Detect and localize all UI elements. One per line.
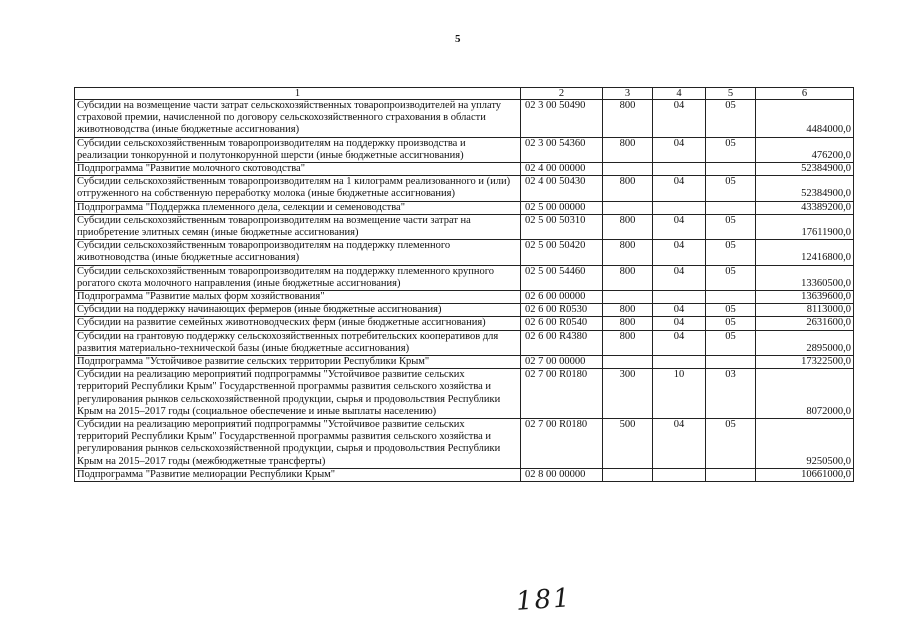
table-row <box>75 291 854 304</box>
row-col3-cell: 800 <box>603 240 653 265</box>
row-col3-cell: 500 <box>603 419 653 469</box>
row-col4-cell: 04 <box>653 240 706 265</box>
row-col3-cell <box>603 468 653 481</box>
column-header: 4 <box>653 88 706 100</box>
row-col3-cell: 800 <box>603 214 653 239</box>
table-row <box>75 330 854 355</box>
row-col4-cell: 04 <box>653 304 706 317</box>
table-row <box>75 137 854 162</box>
table-row <box>75 201 854 214</box>
row-amount-cell: 8113000,0 <box>756 304 854 317</box>
row-amount-cell: 2895000,0 <box>756 330 854 355</box>
row-amount-cell: 10661000,0 <box>756 468 854 481</box>
row-col4-cell <box>653 468 706 481</box>
row-name-cell: Субсидии на грантовую поддержку сельскохозяйственных потребительских кооперативов для развития материально-технической базы (иные бюджетные ассигнования) <box>75 330 521 355</box>
row-col3-cell: 800 <box>603 330 653 355</box>
row-amount-cell: 9250500,0 <box>756 419 854 469</box>
row-amount-cell: 43389200,0 <box>756 201 854 214</box>
row-col3-cell <box>603 201 653 214</box>
row-name-cell: Субсидии на реализацию мероприятий подпрограммы "Устойчивое развитие сельских территорий Республики Крым" Государственной программы развития сельского хозяйства и регулирования рынков сельскохозяйственной продукции, сырья и продовольствия Республики Крым на 2015–2017 годы (межбюджетные трансферты) <box>75 419 521 469</box>
table-row <box>75 214 854 239</box>
row-code-cell: 02 5 00 50310 <box>521 214 603 239</box>
row-col4-cell <box>653 291 706 304</box>
row-amount-cell: 476200,0 <box>756 137 854 162</box>
row-name-cell: Субсидии на поддержку начинающих фермеров (иные бюджетные ассигнования) <box>75 304 521 317</box>
row-amount-cell: 8072000,0 <box>756 369 854 419</box>
row-name-cell: Подпрограмма "Поддержка племенного дела, селекции и семеноводства" <box>75 201 521 214</box>
row-col3-cell: 800 <box>603 304 653 317</box>
row-col5-cell <box>706 291 756 304</box>
table-row <box>75 369 854 419</box>
row-col3-cell: 800 <box>603 176 653 201</box>
row-col3-cell: 800 <box>603 100 653 138</box>
row-col5-cell <box>706 356 756 369</box>
row-code-cell: 02 6 00 R0540 <box>521 317 603 330</box>
row-col3-cell: 800 <box>603 265 653 290</box>
row-col4-cell: 04 <box>653 100 706 138</box>
row-amount-cell: 52384900,0 <box>756 176 854 201</box>
column-header: 6 <box>756 88 854 100</box>
table-row <box>75 304 854 317</box>
table-row <box>75 317 854 330</box>
row-col4-cell <box>653 201 706 214</box>
row-amount-cell: 52384900,0 <box>756 163 854 176</box>
row-amount-cell: 17322500,0 <box>756 356 854 369</box>
row-col5-cell <box>706 163 756 176</box>
table-row <box>75 240 854 265</box>
row-name-cell: Подпрограмма "Устойчивое развитие сельских территории Республики Крым" <box>75 356 521 369</box>
table-row <box>75 265 854 290</box>
column-header: 5 <box>706 88 756 100</box>
row-col5-cell: 05 <box>706 240 756 265</box>
row-amount-cell: 17611900,0 <box>756 214 854 239</box>
row-code-cell: 02 4 00 50430 <box>521 176 603 201</box>
row-code-cell: 02 7 00 00000 <box>521 356 603 369</box>
row-col5-cell: 05 <box>706 100 756 138</box>
row-amount-cell: 4484000,0 <box>756 100 854 138</box>
row-amount-cell: 2631600,0 <box>756 317 854 330</box>
row-code-cell: 02 7 00 R0180 <box>521 369 603 419</box>
row-col3-cell <box>603 163 653 176</box>
row-col5-cell: 03 <box>706 369 756 419</box>
handwritten-page-mark: 181 <box>515 583 573 617</box>
row-col3-cell: 800 <box>603 137 653 162</box>
column-header: 1 <box>75 88 521 100</box>
row-name-cell: Субсидии на развитие семейных животноводческих ферм (иные бюджетные ассигнования) <box>75 317 521 330</box>
row-code-cell: 02 8 00 00000 <box>521 468 603 481</box>
row-col3-cell: 800 <box>603 317 653 330</box>
budget-table-container <box>74 87 854 482</box>
row-code-cell: 02 6 00 00000 <box>521 291 603 304</box>
table-row <box>75 163 854 176</box>
row-col3-cell <box>603 356 653 369</box>
page-number: 5 <box>455 33 461 45</box>
row-col5-cell: 05 <box>706 419 756 469</box>
row-col5-cell: 05 <box>706 176 756 201</box>
table-row <box>75 356 854 369</box>
row-name-cell: Субсидии сельскохозяйственным товаропроизводителям на поддержку производства и реализации тонкорунной и полутонкорунной шерсти (иные бюджетные ассигнования) <box>75 137 521 162</box>
row-name-cell: Подпрограмма "Развитие малых форм хозяйствования" <box>75 291 521 304</box>
row-code-cell: 02 6 00 R0530 <box>521 304 603 317</box>
table-row <box>75 176 854 201</box>
row-col4-cell: 04 <box>653 214 706 239</box>
row-name-cell: Субсидии сельскохозяйственным товаропроизводителям на возмещение части затрат на приобретение элитных семян (иные бюджетные ассигнования) <box>75 214 521 239</box>
row-name-cell: Субсидии сельскохозяйственным товаропроизводителям на поддержку племенного животноводства (иные бюджетные ассигнования) <box>75 240 521 265</box>
row-col5-cell: 05 <box>706 304 756 317</box>
table-row <box>75 100 854 138</box>
budget-table <box>74 87 854 482</box>
row-col4-cell: 04 <box>653 176 706 201</box>
row-name-cell: Субсидии на возмещение части затрат сельскохозяйственных товаропроизводителей на уплату страховой премии, начисленной по договору сельскохозяйственного страхования в области животноводства (иные бюджетные ассигнования) <box>75 100 521 138</box>
row-name-cell: Подпрограмма "Развитие мелиорации Республики Крым" <box>75 468 521 481</box>
row-col3-cell: 300 <box>603 369 653 419</box>
row-col5-cell: 05 <box>706 137 756 162</box>
row-name-cell: Субсидии сельскохозяйственным товаропроизводителям на 1 килограмм реализованного и (или) отгруженного на собственную переработку молока (иные бюджетные ассигнования) <box>75 176 521 201</box>
row-col4-cell: 04 <box>653 137 706 162</box>
row-col4-cell: 04 <box>653 330 706 355</box>
column-header: 3 <box>603 88 653 100</box>
row-name-cell: Субсидии сельскохозяйственным товаропроизводителям на поддержку племенного крупного рогатого скота молочного направления (иные бюджетные ассигнования) <box>75 265 521 290</box>
row-col4-cell: 04 <box>653 317 706 330</box>
row-col5-cell <box>706 468 756 481</box>
row-code-cell: 02 3 00 50490 <box>521 100 603 138</box>
row-code-cell: 02 5 00 00000 <box>521 201 603 214</box>
row-col5-cell: 05 <box>706 214 756 239</box>
table-header-row <box>75 88 854 100</box>
row-name-cell: Подпрограмма "Развитие молочного скотоводства" <box>75 163 521 176</box>
row-code-cell: 02 6 00 R4380 <box>521 330 603 355</box>
row-col4-cell: 04 <box>653 265 706 290</box>
row-code-cell: 02 7 00 R0180 <box>521 419 603 469</box>
row-col5-cell: 05 <box>706 317 756 330</box>
row-col4-cell: 10 <box>653 369 706 419</box>
row-col4-cell: 04 <box>653 419 706 469</box>
row-col3-cell <box>603 291 653 304</box>
row-name-cell: Субсидии на реализацию мероприятий подпрограммы "Устойчивое развитие сельских территорий Республики Крым" Государственной программы развития сельского хозяйства и регулирования рынков сельскохозяйственной продукции, сырья и продовольствия Республики Крым на 2015–2017 годы (социальное обеспечение и иные выплаты населению) <box>75 369 521 419</box>
row-code-cell: 02 4 00 00000 <box>521 163 603 176</box>
row-code-cell: 02 5 00 54460 <box>521 265 603 290</box>
row-amount-cell: 13639600,0 <box>756 291 854 304</box>
column-header: 2 <box>521 88 603 100</box>
row-code-cell: 02 3 00 54360 <box>521 137 603 162</box>
table-row <box>75 468 854 481</box>
row-amount-cell: 13360500,0 <box>756 265 854 290</box>
row-col4-cell <box>653 356 706 369</box>
row-col5-cell: 05 <box>706 265 756 290</box>
table-row <box>75 419 854 469</box>
row-col4-cell <box>653 163 706 176</box>
row-code-cell: 02 5 00 50420 <box>521 240 603 265</box>
row-col5-cell <box>706 201 756 214</box>
row-amount-cell: 12416800,0 <box>756 240 854 265</box>
row-col5-cell: 05 <box>706 330 756 355</box>
